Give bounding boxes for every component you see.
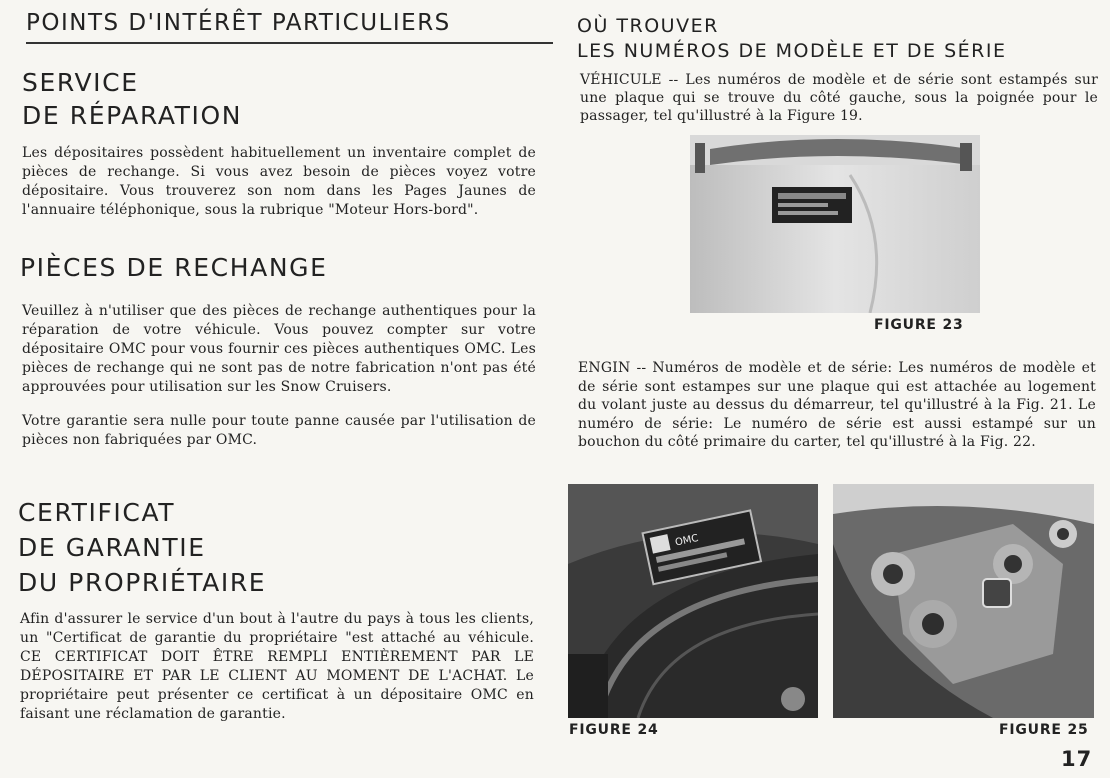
vehicle-text: VÉHICULE -- Les numéros de modèle et de série sont estampés sur une plaque qui se trouve du côté gauche, sous la poignée pour le passager, tel qu'illustré à la Figure 19. — [580, 72, 1098, 124]
page-title: POINTS D'INTÉRÊT PARTICULIERS — [26, 10, 553, 44]
service-body: Les dépositaires possèdent habituellement un inventaire complet de pièces de rechange. Si vous avez besoin de pièces voyez votre dépositaire. Vous trouverez son nom dans les Pages Jaunes de l'annuaire téléphonique, sous la rubrique "Moteur Hors-bord". — [22, 145, 536, 218]
warranty-void-note: Votre garantie sera nulle pour toute panne causée par l'utilisation de pièces non fabriquées par OMC. — [22, 413, 536, 448]
figure25-photo — [833, 484, 1094, 718]
serial-section-title — [577, 14, 1101, 64]
service-heading — [22, 66, 242, 132]
service-heading-line2: DE RÉPARATION — [22, 101, 243, 130]
figure24-photo — [568, 484, 818, 718]
figure24-caption: FIGURE 24 — [569, 722, 659, 738]
parts-heading: PIÈCES DE RECHANGE — [20, 253, 328, 282]
warranty-heading-line2: DE GARANTIE — [18, 533, 206, 562]
figure23-caption: FIGURE 23 — [874, 317, 964, 333]
serial-title-line2: LES NUMÉROS DE MODÈLE ET DE SÉRIE — [577, 40, 1007, 62]
crankcase-serial-cap — [983, 579, 1011, 607]
warranty-heading-line3: DU PROPRIÉTAIRE — [18, 568, 267, 597]
service-heading-line1: SERVICE — [22, 68, 139, 97]
figure25-caption: FIGURE 25 — [999, 722, 1089, 738]
warranty-heading — [18, 495, 266, 600]
parts-body: Veuillez à n'utiliser que des pièces de rechange authentiques pour la réparation de votre véhicule. Vous pouvez compter sur votre dépositaire OMC pour vous fournir ces pièces authentiques OMC. Les pièces de rechange qui ne sont pas de notre fabrication n'ont pas été approuvées pour utilisation sur les Snow Cruisers. — [22, 303, 536, 395]
engine-plate-label: OMC — [674, 532, 700, 549]
warranty-body: Afin d'assurer le service d'un bout à l'autre du pays à tous les clients, un "Certificat de garantie du propriétaire "est attaché au véhicule. CE CERTIFICAT DOIT ÊTRE REMPLI ENTIÈREMENT PAR LE DÉPOSITAIRE ET PAR LE CLIENT AU MOMENT DE L'ACHAT. Le propriétaire peut présenter ce certificat à un dépositaire OMC en faisant une réclamation de garantie. — [20, 611, 534, 722]
warranty-heading-line1: CERTIFICAT — [18, 498, 176, 527]
engine-text: ENGIN -- Numéros de modèle et de série: Les numéros de modèle et de série sont estampes sur une plaque qui est attachée au logement du volant juste au dessus du démarreur, tel qu'illustré à la Fig. 21. Le numéro de série: Le numéro de série est aussi estampé sur un bouchon du côté primaire du carter, tel qu'illustré à la Fig. 22. — [578, 360, 1096, 450]
serial-title-line1: OÙ TROUVER — [577, 15, 719, 37]
figure23-photo — [690, 135, 980, 313]
page-number: 17 — [1061, 747, 1093, 771]
